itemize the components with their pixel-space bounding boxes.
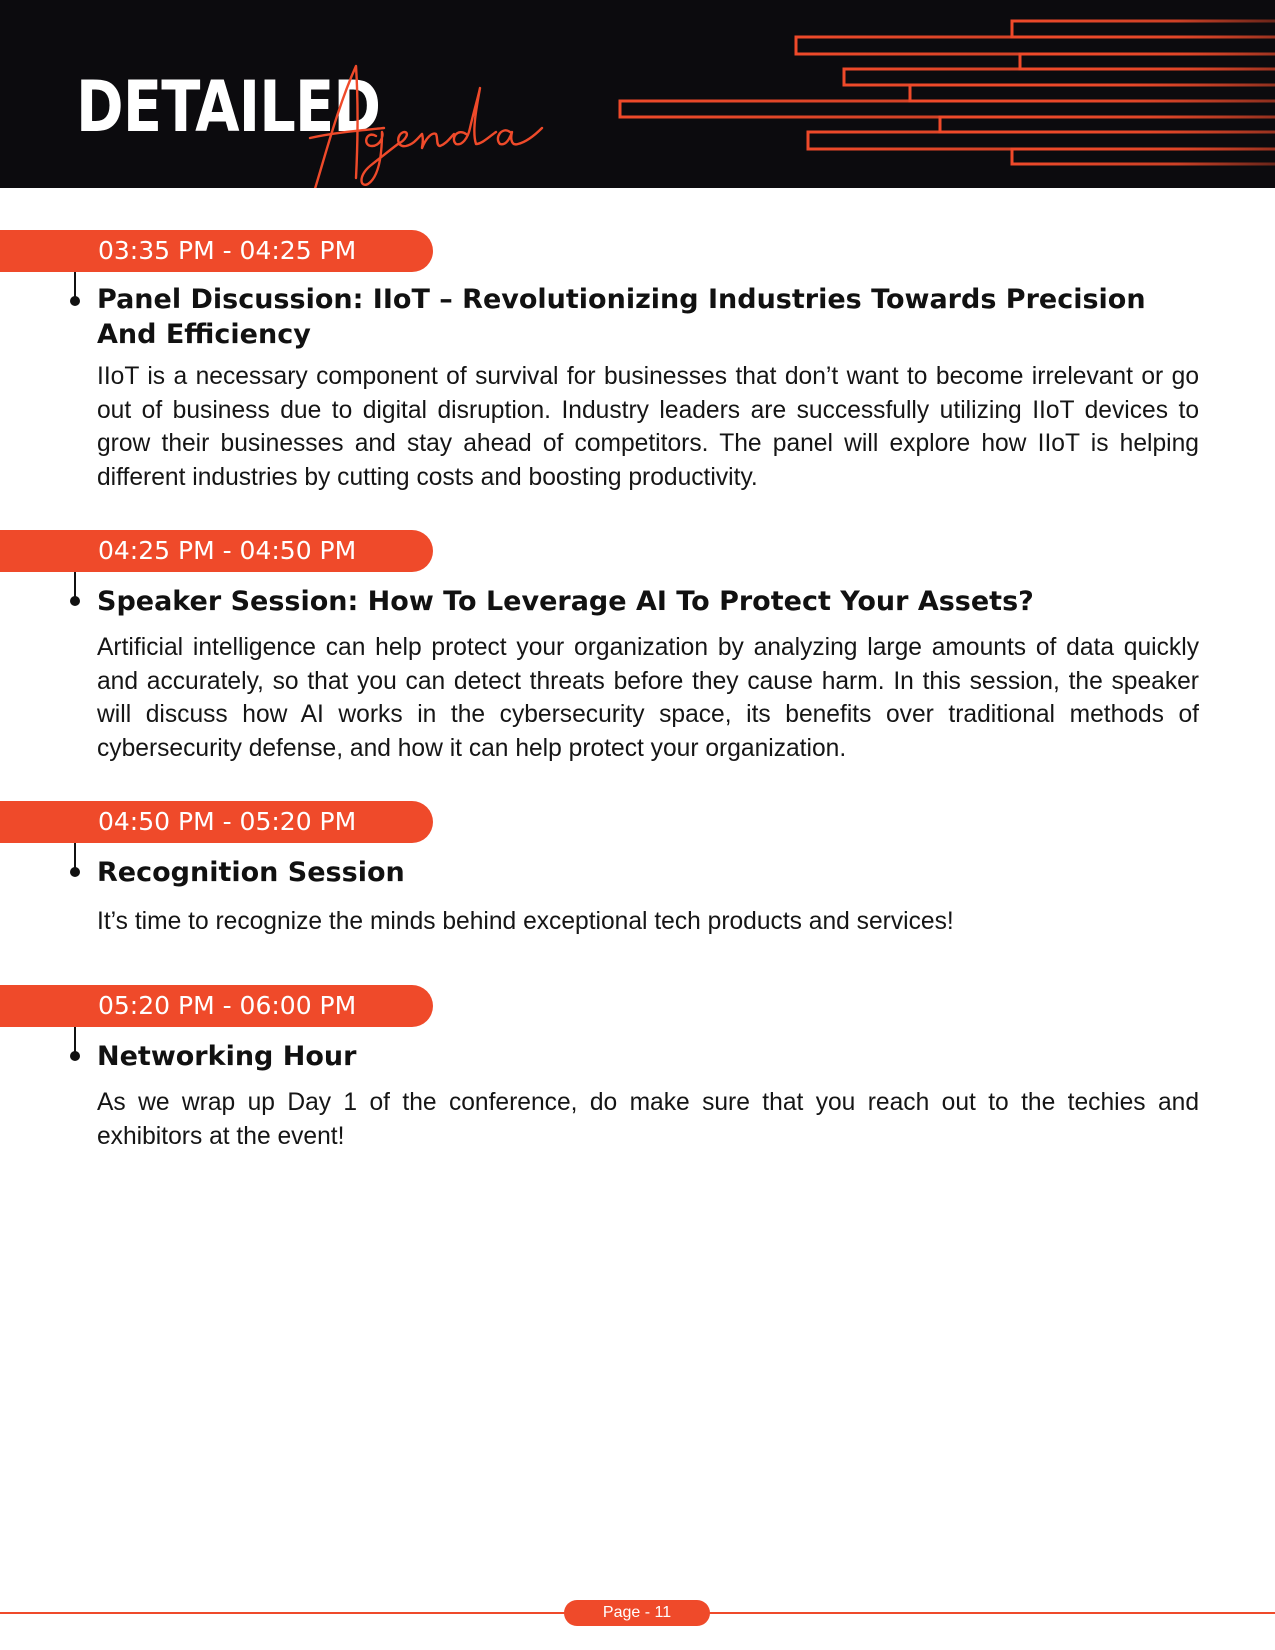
session-description: IIoT is a necessary component of survival for businesses that don’t want to become irrelevant or go out of business due to digital disruption. Industry leaders are successfully utilizing IIoT devices to grow their businesses and stay ahead of competitors. The panel will explore how IIoT is helping different industries by cutting costs and boosting productivity. (97, 363, 1199, 491)
session-title: Speaker Session: How To Leverage AI To Protect Your Assets? (97, 586, 1034, 617)
timeline-bullet (70, 1027, 80, 1061)
session-title: Networking Hour (97, 1041, 357, 1072)
session-description: Artificial intelligence can help protect your organization by analyzing large amounts of data quickly and accurately, so that you can detect threats before they cause harm. In this session, the speaker will discuss how AI works in the cybersecurity space, its benefits over traditional methods of cybersecurity defense, and how it can help protect your organization. (97, 634, 1199, 762)
page-title: DETAILED (76, 66, 381, 148)
timeline-bullet (70, 272, 80, 306)
session-title: Panel Discussion: IIoT – Revolutionizing Industries Towards Precision And Efficiency (97, 284, 1146, 350)
time-badge: 04:50 PM - 05:20 PM (0, 801, 433, 843)
decorative-lines (600, 0, 1275, 188)
agenda-script-logo (306, 58, 546, 188)
session-description: It’s time to recognize the minds behind exceptional tech products and services! (97, 908, 954, 935)
session-description: As we wrap up Day 1 of the conference, do make sure that you reach out to the techies and exhibitors at the event! (97, 1089, 1199, 1150)
timeline-bullet (70, 843, 80, 877)
time-badge: 03:35 PM - 04:25 PM (0, 230, 433, 272)
header-banner (0, 0, 1275, 188)
session-title: Recognition Session (97, 857, 405, 888)
time-badge: 05:20 PM - 06:00 PM (0, 985, 433, 1027)
timeline-bullet (70, 572, 80, 606)
time-badge: 04:25 PM - 04:50 PM (0, 530, 433, 572)
page-number-badge: Page - 11 (564, 1600, 710, 1626)
